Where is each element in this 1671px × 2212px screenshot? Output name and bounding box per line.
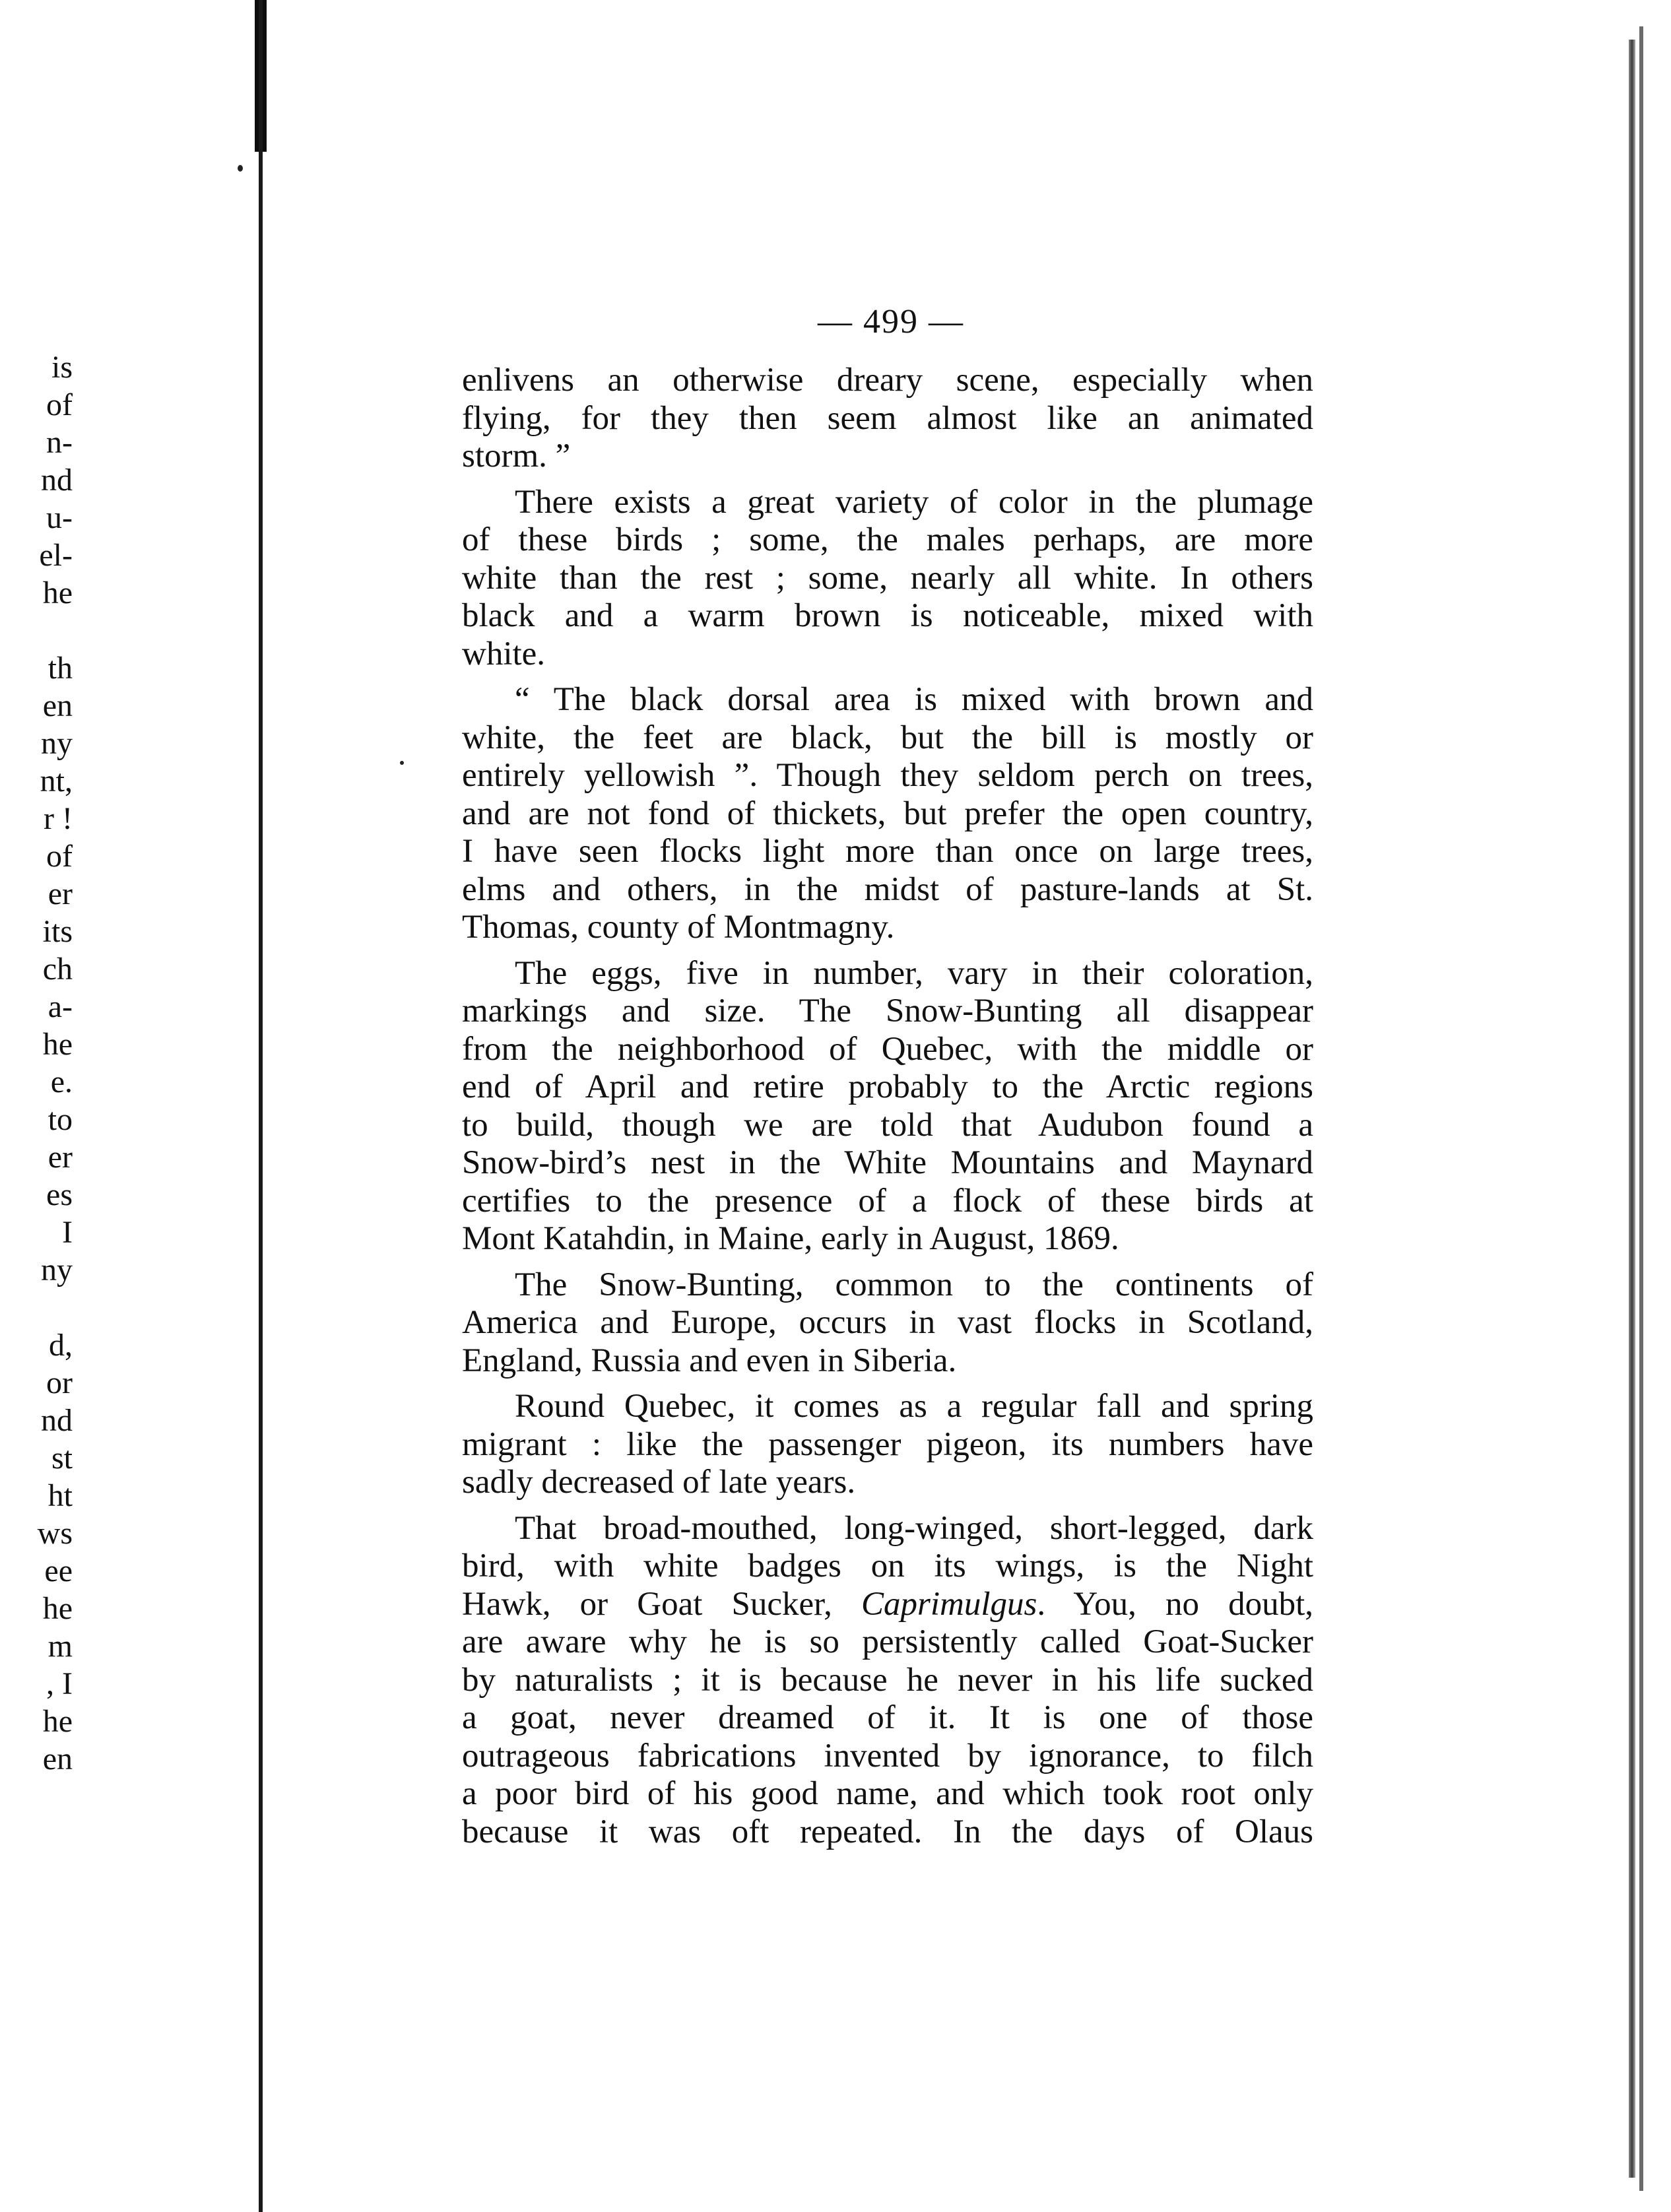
text-line: Mont Katahdin, in Maine, early in August, 1869. bbox=[462, 1220, 1119, 1257]
left-page-fragment: I bbox=[62, 1215, 73, 1250]
page-number: — 499 — bbox=[818, 303, 964, 341]
left-page-fragment: to bbox=[48, 1102, 73, 1137]
left-page-fragment: nt, bbox=[40, 764, 73, 798]
text-line: Hawk, or Goat Sucker, Caprimulgus. You, no doubt, bbox=[462, 1585, 1313, 1623]
paragraph-gap bbox=[462, 673, 1313, 681]
text-line: I have seen flocks light more than once on large trees, bbox=[462, 833, 1313, 870]
text-line: outrageous fabrications invented by ignorance, to filch bbox=[462, 1737, 1313, 1774]
text-line: by naturalists ; it is because he never in his life sucked bbox=[462, 1661, 1313, 1699]
text-line: England, Russia and even in Siberia. bbox=[462, 1342, 957, 1379]
text-line: markings and size. The Snow-Bunting all disappear bbox=[462, 992, 1313, 1029]
left-page-fragment bbox=[0, 612, 73, 649]
text-line: because it was oft repeated. In the days of Olaus bbox=[462, 1813, 1313, 1850]
text-line: elms and others, in the midst of pasture-lands at St. bbox=[462, 870, 1313, 908]
text-line: The eggs, five in number, vary in their coloration, bbox=[515, 954, 1313, 992]
text-line: sadly decreased of late years. bbox=[462, 1464, 856, 1501]
left-page-fragment: el- bbox=[39, 538, 73, 573]
text-line: migrant : like the passenger pigeon, its numbers have bbox=[462, 1425, 1313, 1463]
left-page-fragment: r ! bbox=[44, 801, 73, 836]
text-line: a goat, never dreamed of it. It is one of those bbox=[462, 1699, 1313, 1736]
paragraph-gap bbox=[462, 1502, 1313, 1510]
left-page-fragment: d, bbox=[49, 1328, 73, 1363]
species-name: Caprimulgus bbox=[861, 1585, 1037, 1623]
left-page-fragment: ee bbox=[44, 1553, 73, 1588]
left-page-fragment: th bbox=[48, 651, 73, 686]
page-gutter bbox=[259, 0, 263, 2212]
text-line: There exists a great variety of color in the plumage bbox=[515, 483, 1313, 521]
left-page-fragment: st bbox=[51, 1441, 73, 1476]
text-line: enlivens an otherwise dreary scene, especially when bbox=[462, 362, 1313, 399]
left-page-fragment: ch bbox=[42, 952, 73, 987]
paragraph-gap bbox=[462, 947, 1313, 955]
left-page-fragment: is bbox=[51, 350, 73, 385]
text-line: certifies to the presence of a flock of these birds at bbox=[462, 1182, 1313, 1220]
text-line: white, the feet are black, but the bill is mostly or bbox=[462, 719, 1313, 756]
left-page-fragment: er bbox=[48, 876, 73, 911]
text-line: bird, with white badges on its wings, is the Night bbox=[462, 1547, 1313, 1584]
text-line: white than the rest ; some, nearly all white. In others bbox=[462, 559, 1313, 597]
text-line: “ The black dorsal area is mixed with brown and bbox=[515, 681, 1313, 718]
text-line: entirely yellowish ”. Though they seldom perch on trees, bbox=[462, 757, 1313, 794]
page-body-text bbox=[462, 362, 1313, 1851]
text-line: end of April and retire probably to the Arctic regions bbox=[462, 1068, 1313, 1105]
print-speck bbox=[238, 165, 243, 172]
print-speck bbox=[400, 761, 404, 765]
text-line: flying, for they then seem almost like an animated bbox=[462, 399, 1313, 437]
left-page-fragment: of bbox=[46, 839, 73, 874]
left-page-edge bbox=[0, 0, 259, 2212]
text-line: are aware why he is so persistently called Goat-Sucker bbox=[462, 1623, 1313, 1660]
left-page-fragment: nd bbox=[41, 1403, 73, 1438]
text-line: of these birds ; some, the males perhaps, are more bbox=[462, 521, 1313, 558]
text-line: Round Quebec, it comes as a regular fall and spring bbox=[515, 1388, 1313, 1425]
text-line: white. bbox=[462, 635, 546, 672]
left-page-fragment: es bbox=[46, 1177, 73, 1212]
text-line: That broad-mouthed, long-winged, short-legged, dark bbox=[515, 1509, 1313, 1547]
left-page-fragment: e. bbox=[50, 1064, 73, 1099]
paragraph-gap bbox=[462, 1380, 1313, 1388]
left-page-fragment: en bbox=[42, 688, 73, 723]
left-page-fragments bbox=[0, 348, 73, 1778]
left-page-fragment: er bbox=[48, 1140, 73, 1175]
left-page-fragment: u- bbox=[46, 500, 73, 535]
text-line: storm. ” bbox=[462, 438, 571, 474]
left-page-fragment: nd bbox=[41, 463, 73, 498]
page-edge-line bbox=[1639, 26, 1643, 2191]
left-page-fragment: ws bbox=[37, 1516, 73, 1551]
left-page-fragment: ny bbox=[41, 1252, 73, 1287]
page-edge-shadow bbox=[1629, 40, 1635, 2178]
left-page-fragment: he bbox=[42, 1027, 73, 1062]
left-page-fragment: , I bbox=[46, 1666, 73, 1701]
left-page-fragment: its bbox=[42, 914, 73, 949]
left-page-fragment: m bbox=[48, 1629, 73, 1664]
left-page-fragment: a- bbox=[48, 989, 73, 1024]
paragraph-gap bbox=[462, 1258, 1313, 1266]
text-line: from the neighborhood of Quebec, with the middle or bbox=[462, 1030, 1313, 1068]
paragraph-gap bbox=[462, 476, 1313, 484]
text-line: to build, though we are told that Audubon found a bbox=[462, 1106, 1313, 1144]
text-line: America and Europe, occurs in vast flocks in Scotland, bbox=[462, 1304, 1313, 1341]
left-page-fragment: en bbox=[42, 1741, 73, 1776]
left-page-fragment: he bbox=[42, 1591, 73, 1626]
text-line: The Snow-Bunting, common to the continents of bbox=[515, 1266, 1313, 1303]
left-page-fragment: ht bbox=[48, 1478, 73, 1513]
text-line: a poor bird of his good name, and which took root only bbox=[462, 1775, 1313, 1812]
left-page-fragment: he bbox=[42, 1704, 73, 1739]
left-page-fragment bbox=[0, 1289, 73, 1326]
text-line: black and a warm brown is noticeable, mixed with bbox=[462, 597, 1313, 634]
text-line: and are not fond of thickets, but prefer the open country, bbox=[462, 795, 1313, 832]
text-line: Snow-bird’s nest in the White Mountains and Maynard bbox=[462, 1144, 1313, 1181]
left-page-fragment: ny bbox=[41, 726, 73, 761]
left-page-fragment: n- bbox=[46, 425, 73, 460]
left-page-fragment: or bbox=[46, 1365, 73, 1400]
text-line: Thomas, county of Montmagny. bbox=[462, 909, 895, 946]
left-page-fragment: of bbox=[46, 387, 73, 422]
left-page-fragment: he bbox=[42, 575, 73, 610]
